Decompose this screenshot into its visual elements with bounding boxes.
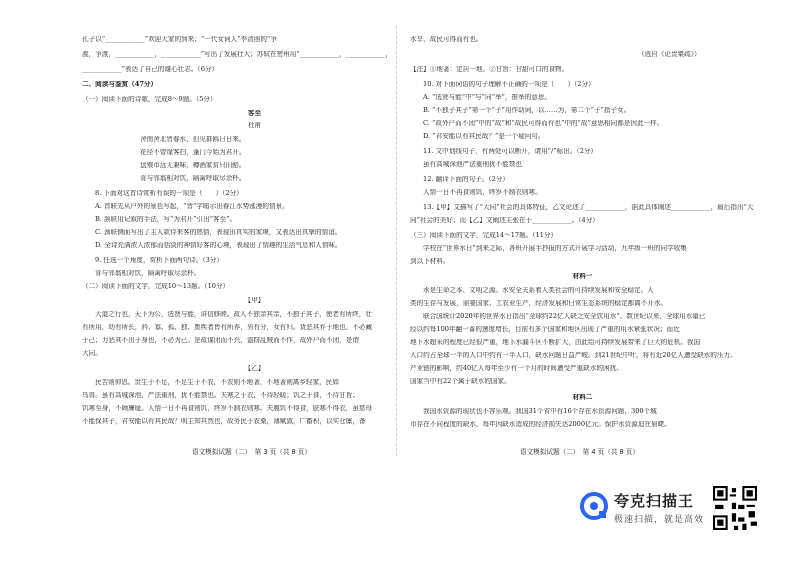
q8-option-d: D. 全诗充满浓人浓郁而恬淡的神情好客的心境，表现出了情趣的生活气息和人情味。 [95, 242, 342, 249]
jia-line: 大同。 [82, 350, 102, 357]
section-heading: 二、阅读与鉴赏（47分） [82, 81, 158, 88]
left-page-footer: 语文模拟试题（二） 第 3 页（共 8 页） [192, 448, 311, 456]
q10-option-d: D. “君安能以有其民哉？”是一个疑问句。 [423, 133, 545, 140]
sub-heading-2: （二）阅读下面的文字，完成10～13题。（10分） [82, 283, 230, 290]
material-1-line: 国家当中有22个属于缺水的国家。 [410, 378, 511, 385]
question-13-cont: 同”社会的美好；而【乙】文阐述主张在于____________。（4分） [410, 217, 599, 224]
poem-line: 肯与邻翁相对饮，隔篱呼取尽余杯。 [140, 175, 246, 182]
yi-line: 不能保其子，君安能以有其民哉？明主知其然也，故务民于农桑，薄赋敛，广畜积，以实仓廪，备 [82, 418, 366, 425]
right-page [410, 24, 755, 464]
question-8: 8. 下面对这首诗赏析有误的一项是（ ）（2分） [95, 190, 243, 197]
scanner-brand-name: 夸克扫描王 [614, 492, 695, 510]
material-2-line: 市存在不同程度的缺水，每年因缺水造成的经济损失达2000亿元。保护水资源迫在眉睫。 [410, 421, 671, 428]
q10-option-a: A. “选贤与能”中“与”同“举”，推举的意思。 [423, 94, 552, 101]
question-12: 12. 翻译下面的句子。（2分） [423, 176, 510, 183]
material-1-line: 经以约每100年翻一番的速度增长，目前有多个国家和地区出现了严重的用水紧张状况；而近 [410, 326, 680, 333]
material-1-line: 人口约占全球一半的人口中约有一半人口，缺水问题日益严峻。到21世纪中叶，将有近20亿人遭受缺水的压力。 [410, 352, 737, 359]
material-1-line: 产业链的影响，约40亿人每年至少有一个月的时间遭受严重缺水的困扰。 [410, 365, 623, 372]
source-note: （选自《论贵粟疏》） [638, 51, 701, 58]
qr-code-icon [713, 486, 757, 530]
right-page-footer: 语文模拟试题（二） 第 4 页（共 8 页） [520, 448, 639, 456]
q10-option-b: B. “不独子其子”第一个“子”用作动词，以……为，第二个“子”指子女。 [423, 107, 631, 114]
fill-line-3: ____________”表达了自己的雄心壮志。（6分） [82, 66, 219, 73]
yi-line: 鸟兽。虽有高城深池，严法重刑，犹不能禁也。夫寒之于衣，不待轻暖；饥之于食，不待甘旨； [82, 392, 359, 399]
poem-line: 花径不曾缘客扫，蓬门今始为君开。 [140, 149, 246, 156]
q12-sentence: 人情一日不再食则饥，终岁不制衣则寒。 [423, 189, 542, 196]
intro-line-2: 到以下材料。 [410, 258, 450, 265]
jia-line: 于己；力恶其不出于身也，不必为己。是故谋闭而不兴，盗窃乱贼而不作，故外户而不闭，是谓 [82, 337, 359, 344]
yi-line: 饥寒至身，不顾廉耻。人情一日不再食则饥，终岁不制衣则寒。夫腹饥不得食，肤寒不得衣，虽慈母 [82, 405, 373, 412]
q10-option-c: C. “故外户而不闭”中的“故”和“故民可得而有也”中的“故”意思相同都是因此一样。 [423, 120, 664, 127]
material-1-title: 材料一 [572, 273, 593, 280]
fill-line-1: 孔子以“____________”欢迎大家的到来；“一代女词人”李清照的“争 [82, 36, 277, 43]
continued-line: 水旱，故民可得而有也。 [410, 36, 483, 43]
sub-heading: （一）阅读下面的诗歌，完成8～9题。（5分） [82, 96, 217, 103]
q9-quote: 肯与邻翁相对饮，隔篱呼取尽余杯。 [95, 270, 201, 277]
question-13: 13.【甲】文描写了“大同”社会的具体特征，乙文论述了____________，据此具体阐述____________，最后指出“大 [423, 204, 754, 211]
q8-option-b: B. 颔联用记叙的手法，写“为君开”引出“客至”。 [95, 216, 237, 223]
question-9: 9. 任选一个角度，赏析下面两句诗。（3分） [95, 257, 223, 264]
q11-sentence: 虽有高城深池严法重刑犹不能禁也 [423, 161, 522, 168]
yi-line: 民苦则仰恩。贵生于不足，不足生于不农，不农则不地著，不地著则离乡轻家，民如 [95, 379, 339, 386]
poem-title: 客至 [247, 110, 262, 117]
jia-line: 有所用，幼有所长，矜、寡、孤、独、废疾者皆有所养，男有分，女有归。货恶其弃于地也，不必藏 [82, 324, 373, 331]
material-2-line: 我国水资源的现状也不容乐观。我国31个省中有16个存在水资源问题，300个城 [423, 408, 657, 415]
question-11: 11. 文中划线句子，有两处可以断开，请用“/”标出。（2分） [423, 148, 598, 155]
material-1-line: 联合国统计2020年的世界水日指出“全球约22亿人缺乏安全饮用水”。数世纪以来，全球用水量已 [423, 313, 706, 320]
poem-author: 杜甫 [247, 122, 262, 129]
material-1-line: 水是生命之本、文明之源。水安全关系着人类社会的可持续发展和安全稳定。人 [423, 287, 654, 294]
material-1-line: 类的生存与发展，需要国家、工农业生产，经济发展和日常生态系统的稳定都离不开水。 [410, 300, 668, 307]
question-10: 10. 对下面词语的句子理解不正确的一项是（ ）（2分） [423, 81, 595, 88]
intro-line: 学校在“世界水日”到来之际，各班开展手抄报的方式开展学习活动，九年级一班的同学收集 [423, 245, 687, 252]
scanner-brand-slogan: 极速扫描，就是高效 [614, 515, 705, 525]
q8-option-a: A. 首联先从户外的景色写起，“皆”字暗示出春江水势涨漫的情景。 [95, 203, 289, 210]
jia-line: 大道之行也，天下为公，选贤与能，讲信修睦。故人不独亲其亲，不独子其子，使老有所终，壮 [95, 311, 372, 318]
q8-option-c: C. 颈联侧面写出了主人款待来客的热情，表现出真实的家境，又表达出真挚的情谊。 [95, 229, 342, 236]
jia-label: 【甲】 [244, 297, 265, 304]
fill-line-2: 渡，争渡，____________，____________”写出了发展壮大；苏轼在密州用“____________，____________， [82, 51, 393, 58]
scanner-watermark [580, 484, 780, 540]
poem-line: 盘飧市远无兼味，樽酒家贫只旧醅。 [140, 162, 246, 169]
material-1-line: 地下水超采的程度已经很严重，地下水漏斗区不断扩大，由此给可持续发展带来了巨大的危机。我国 [410, 339, 701, 346]
poem-line: 舍南舍北皆春水，但见群鸥日日来。 [140, 136, 246, 143]
yi-label: 【乙】 [244, 365, 265, 372]
sub-heading-3: （三）阅读下面的文字，完成14～17题。（11分） [410, 232, 558, 239]
left-page [82, 24, 427, 464]
scanner-logo-icon [580, 492, 608, 520]
material-2-title: 材料二 [572, 394, 593, 401]
annotation-note: 【注】①地著：定居一地。②甘旨：甘甜可口的食物。 [410, 66, 569, 73]
